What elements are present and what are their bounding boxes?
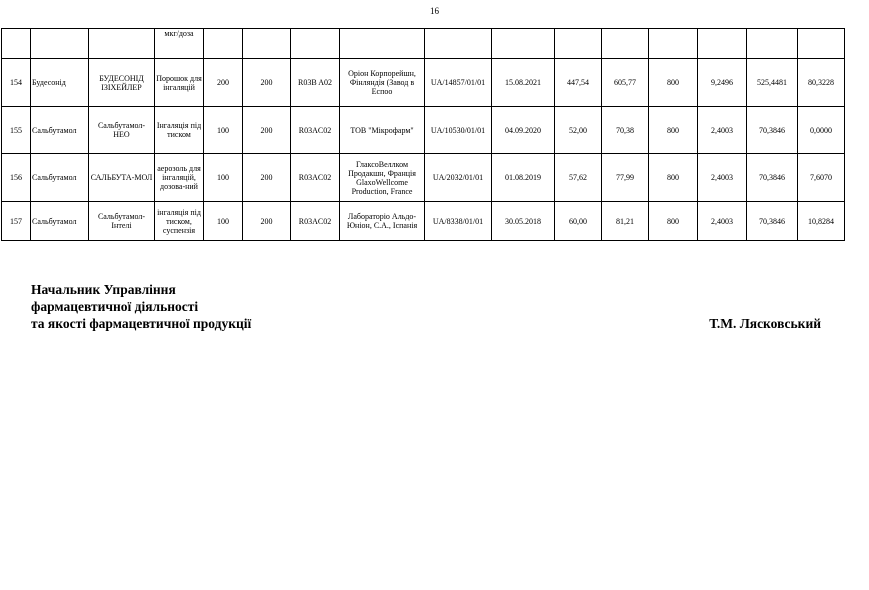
- atc-code-cell: R03B A02: [291, 59, 340, 107]
- table-cell: [2, 29, 31, 59]
- table-cell: [602, 29, 649, 59]
- registration-cell: UA/8338/01/01: [425, 202, 492, 241]
- form-cell: Інгаляція під тиском: [155, 107, 204, 154]
- date-cell: 01.08.2019: [492, 154, 555, 202]
- row-number-cell: 154: [2, 59, 31, 107]
- value-cell: 0,0000: [798, 107, 845, 154]
- inn-cell: Сальбутамол: [31, 154, 89, 202]
- signatory-title-line-2: фармацевтичної діяльності: [31, 299, 199, 314]
- form-cell: інгаляція під тиском, суспензія: [155, 202, 204, 241]
- manufacturer-cell: Лабораторіо Альдо-Юніон, С.А., Іспанія: [340, 202, 425, 241]
- inn-cell: Сальбутамол: [31, 202, 89, 241]
- atc-code-cell: R03AC02: [291, 202, 340, 241]
- signatory-title-line-1: Начальник Управління: [31, 282, 176, 297]
- date-cell: 30.05.2018: [492, 202, 555, 241]
- price-cell: 77,99: [602, 154, 649, 202]
- price-cell: 57,62: [555, 154, 602, 202]
- dose-cell: 100: [204, 154, 243, 202]
- value-cell: 800: [649, 154, 698, 202]
- signature-block: [31, 281, 821, 332]
- price-cell: 605,77: [602, 59, 649, 107]
- value-cell: 80,3228: [798, 59, 845, 107]
- table-cell: [698, 29, 747, 59]
- value-cell: 7,6070: [798, 154, 845, 202]
- value-cell: 525,4481: [747, 59, 798, 107]
- table-cell: [555, 29, 602, 59]
- table-cell: [31, 29, 89, 59]
- table-cell: [425, 29, 492, 59]
- manufacturer-cell: ТОВ "Мікрофарм": [340, 107, 425, 154]
- registration-cell: UA/10530/01/01: [425, 107, 492, 154]
- quantity-cell: 200: [243, 59, 291, 107]
- value-cell: 9,2496: [698, 59, 747, 107]
- registration-cell: UA/2032/01/01: [425, 154, 492, 202]
- row-number-cell: 155: [2, 107, 31, 154]
- signatory-name: Т.М. Лясковський: [709, 316, 821, 331]
- table-cell: [340, 29, 425, 59]
- manufacturer-cell: Оріон Корпорейшн, Фінляндія (Завод в Еспоо: [340, 59, 425, 107]
- dose-cell: 200: [204, 59, 243, 107]
- table-row: [2, 59, 845, 107]
- value-cell: 800: [649, 202, 698, 241]
- table-cell: [649, 29, 698, 59]
- dose-cell: 100: [204, 107, 243, 154]
- value-cell: 2,4003: [698, 107, 747, 154]
- quantity-cell: 200: [243, 202, 291, 241]
- table-row: [2, 154, 845, 202]
- trade-name-cell: БУДЕСОНІД ІЗІХЕЙЛЕР: [89, 59, 155, 107]
- value-cell: 70,3846: [747, 202, 798, 241]
- row-number-cell: 157: [2, 202, 31, 241]
- registration-cell: UA/14857/01/01: [425, 59, 492, 107]
- registry-table: [1, 28, 845, 241]
- value-cell: 2,4003: [698, 154, 747, 202]
- value-cell: 2,4003: [698, 202, 747, 241]
- table-cell: [89, 29, 155, 59]
- trade-name-cell: САЛЬБУТА-МОЛ: [89, 154, 155, 202]
- table-cell: мкг/доза: [155, 29, 204, 59]
- quantity-cell: 200: [243, 107, 291, 154]
- table-cell: [492, 29, 555, 59]
- atc-code-cell: R03AC02: [291, 107, 340, 154]
- signatory-title-line-3: та якості фармацевтичної продукції: [31, 316, 252, 331]
- inn-cell: Будесонід: [31, 59, 89, 107]
- atc-code-cell: R03AC02: [291, 154, 340, 202]
- date-cell: 04.09.2020: [492, 107, 555, 154]
- value-cell: 800: [649, 107, 698, 154]
- price-cell: 81,21: [602, 202, 649, 241]
- table-row: [2, 107, 845, 154]
- page-number: 16: [430, 6, 439, 16]
- row-number-cell: 156: [2, 154, 31, 202]
- value-cell: 70,3846: [747, 154, 798, 202]
- price-cell: 70,38: [602, 107, 649, 154]
- table-cell: [747, 29, 798, 59]
- table-cell: [798, 29, 845, 59]
- trade-name-cell: Сальбутамол-НЕО: [89, 107, 155, 154]
- table-cell: [204, 29, 243, 59]
- manufacturer-cell: ГлаксоВеллком Продакшн, Франція GlaxoWellcome Production, France: [340, 154, 425, 202]
- trade-name-cell: Сальбутамол-Інтелі: [89, 202, 155, 241]
- value-cell: 800: [649, 59, 698, 107]
- price-cell: 52,00: [555, 107, 602, 154]
- form-cell: Порошок для інгаляцій: [155, 59, 204, 107]
- table-cell: [243, 29, 291, 59]
- quantity-cell: 200: [243, 154, 291, 202]
- inn-cell: Сальбутамол: [31, 107, 89, 154]
- price-cell: 447,54: [555, 59, 602, 107]
- table-cell: [291, 29, 340, 59]
- price-cell: 60,00: [555, 202, 602, 241]
- table-row: [2, 29, 845, 59]
- value-cell: 70,3846: [747, 107, 798, 154]
- form-cell: аерозоль для інгаляцій, дозова-ний: [155, 154, 204, 202]
- date-cell: 15.08.2021: [492, 59, 555, 107]
- value-cell: 10,8284: [798, 202, 845, 241]
- table-row: [2, 202, 845, 241]
- dose-cell: 100: [204, 202, 243, 241]
